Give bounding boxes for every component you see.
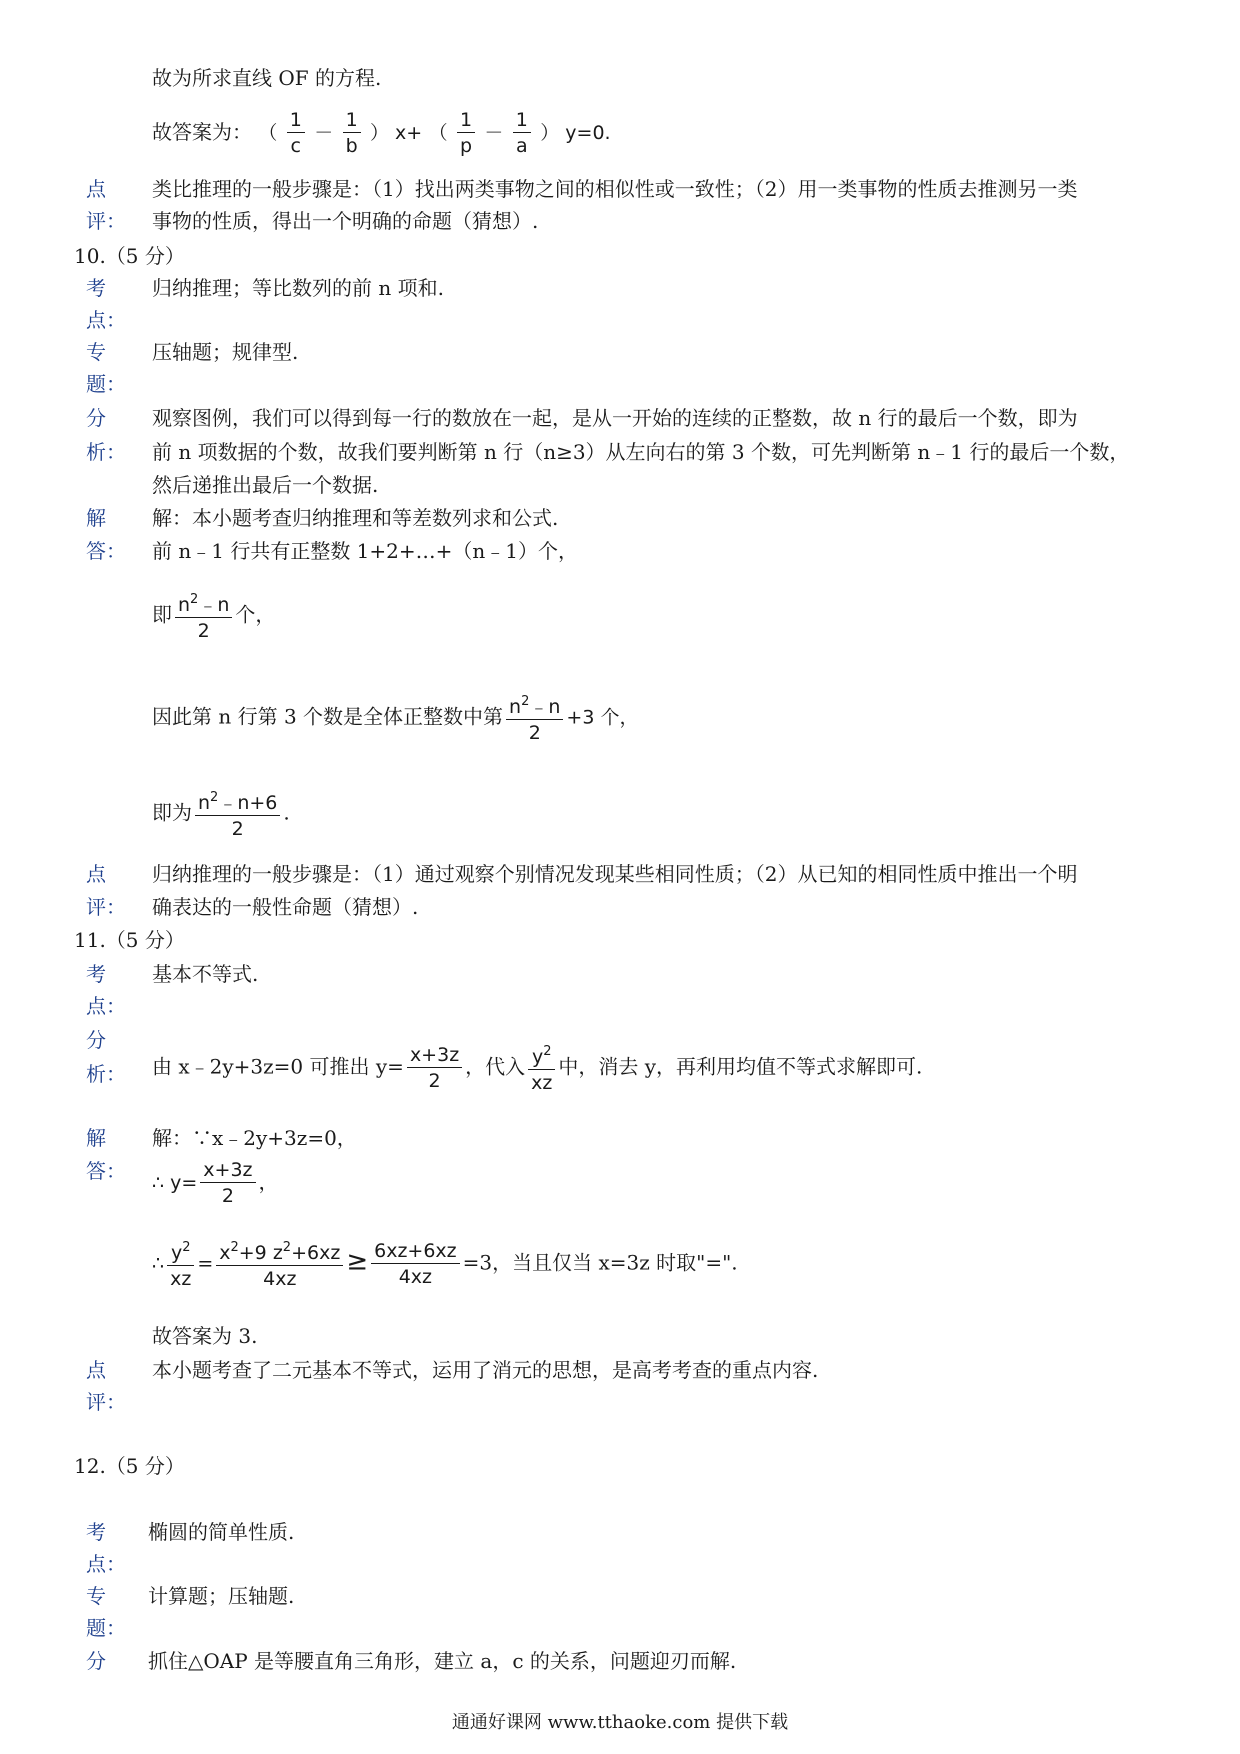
exponent: 2	[190, 592, 199, 607]
exponent: 2	[282, 1240, 292, 1255]
text: ，	[258, 1170, 279, 1194]
numerator	[175, 588, 232, 618]
exponent: 2	[521, 694, 530, 709]
page-footer: 通通好课网 www.tthaoke.com 提供下载	[451, 1712, 789, 1733]
q10-fenxi-line-3: 然后递推出最后一个数据.	[152, 473, 379, 497]
zhuanti-label-1: 专	[86, 340, 106, 364]
numerator: 1	[343, 108, 361, 133]
fraction	[513, 108, 531, 159]
fraction	[407, 1043, 462, 1094]
text: 中，消去 y，再利用均值不等式求解即可.	[558, 1054, 923, 1079]
numerator: 6xz+6xz	[371, 1239, 460, 1264]
expr-part: ） x+	[370, 122, 423, 144]
q10-yinci-line	[152, 690, 638, 746]
term: x	[219, 1242, 231, 1264]
rest: ﹣n	[529, 696, 561, 718]
q9-answer-line	[152, 108, 611, 159]
fraction	[371, 1239, 460, 1290]
text: ，代入	[465, 1054, 526, 1079]
fraction	[528, 1040, 555, 1096]
base: n	[509, 696, 522, 718]
exponent: 2	[182, 1240, 191, 1255]
q10-dianping-line-1: 归纳推理的一般步骤是：（1）通过观察个别情况发现某些相同性质；（2）从已知的相同性质中推出一个明	[152, 862, 1078, 886]
numerator: 1	[457, 108, 475, 133]
rest: ﹣n	[198, 594, 230, 616]
jieda-label-2: 答：	[86, 539, 126, 563]
fenxi-label-1: 分	[86, 406, 106, 430]
q11-jieda-line-4: 故答案为 3.	[152, 1324, 258, 1348]
exponent: 2	[543, 1044, 552, 1059]
kaodian-label-2: 点：	[86, 994, 126, 1018]
q11-kaodian-text: 基本不等式.	[152, 962, 259, 986]
text: 由 x﹣2y+3z=0 可推出 y=	[152, 1054, 404, 1079]
text: ∴ y=	[152, 1172, 198, 1194]
base: y	[532, 1046, 544, 1068]
q10-jiwei-line	[152, 786, 290, 842]
term: +6xz	[291, 1242, 341, 1264]
text: +3 个，	[566, 706, 639, 729]
denominator: 2	[428, 1069, 441, 1092]
text: 因此第 n 行第 3 个数是全体正整数中第	[152, 704, 504, 729]
fenxi-label-1: 分	[86, 1028, 106, 1052]
q9-review-line-1: 类比推理的一般步骤是：（1）找出两类事物之间的相似性或一致性；（2）用一类事物的性质去推测另一类	[152, 177, 1078, 201]
equals-sign: =	[197, 1252, 214, 1275]
q10-fenxi-line-1: 观察图例，我们可以得到每一行的数放在一起，是从一开始的连续的正整数，故 n 行的最后一个数，即为	[152, 406, 1078, 430]
denominator: b	[345, 135, 358, 157]
text: 个，	[235, 602, 276, 627]
fraction	[343, 108, 361, 159]
denominator: 2	[528, 722, 541, 744]
numerator	[506, 690, 563, 720]
minus-sign: －	[484, 122, 504, 144]
kaodian-label-2: 点：	[86, 1552, 126, 1576]
geq-sign: ≥	[346, 1246, 369, 1277]
text: 即为	[152, 800, 192, 825]
numerator: 1	[513, 108, 531, 133]
denominator: xz	[170, 1268, 192, 1290]
text: 即	[152, 602, 172, 627]
text: .	[283, 800, 290, 825]
therefore-symbol: ∴	[152, 1252, 165, 1275]
fenxi-label-2: 析：	[86, 440, 126, 464]
q9-conclusion: 故为所求直线 OF 的方程.	[152, 66, 382, 90]
numerator: x+3z	[407, 1043, 462, 1068]
q11-dianping-text: 本小题考查了二元基本不等式，运用了消元的思想，是高考考查的重点内容.	[152, 1358, 819, 1382]
denominator: 2	[221, 1185, 234, 1207]
answer-prefix: 故答案为：	[152, 120, 252, 144]
base: y	[170, 1242, 183, 1264]
q9-review-line-2: 事物的性质，得出一个明确的命题（猜想）.	[152, 209, 539, 233]
q10-kaodian-text: 归纳推理；等比数列的前 n 项和.	[152, 276, 444, 300]
fraction	[175, 588, 232, 644]
q12-kaodian-text: 椭圆的简单性质.	[148, 1520, 295, 1544]
kaodian-label-1: 考	[86, 276, 106, 300]
expr-part: ） y=0.	[540, 122, 611, 144]
q11-jieda-line-1: 解：∵x﹣2y+3z=0，	[152, 1126, 357, 1150]
dianping-label-2: 评：	[86, 895, 126, 919]
denominator: xz	[531, 1072, 553, 1094]
q12-header: 12.（5 分）	[74, 1454, 185, 1478]
numerator	[216, 1236, 343, 1266]
q11-jieda-line-3	[152, 1236, 738, 1292]
denominator: p	[459, 135, 473, 157]
paren: （	[428, 122, 448, 144]
review-label-1: 点	[86, 177, 106, 201]
q10-header: 10.（5 分）	[74, 244, 185, 268]
denominator: c	[290, 135, 301, 157]
fraction	[216, 1236, 343, 1292]
fraction	[195, 786, 280, 842]
q10-zhuanti-text: 压轴题；规律型.	[152, 340, 299, 364]
exponent: 2	[210, 790, 219, 805]
q10-jieda-line-1: 解：本小题考查归纳推理和等差数列求和公式.	[152, 506, 559, 530]
rest: ﹣n+6	[218, 792, 278, 814]
zhuanti-label-2: 题：	[86, 1616, 126, 1640]
denominator: 4xz	[263, 1268, 297, 1290]
kaodian-label-1: 考	[86, 1520, 106, 1544]
term: +9 z	[238, 1242, 283, 1264]
jieda-label-1: 解	[86, 506, 106, 530]
q11-header: 11.（5 分）	[74, 928, 185, 952]
dianping-label-2: 评：	[86, 1390, 126, 1414]
numerator: 1	[287, 108, 305, 133]
q10-jieda-line-2: 前 n﹣1 行共有正整数 1+2+…+（n﹣1）个，	[152, 539, 579, 563]
dianping-label-1: 点	[86, 862, 106, 886]
fenxi-label-2: 析：	[86, 1062, 126, 1086]
denominator: 2	[197, 620, 210, 642]
q10-ji-line	[152, 588, 275, 644]
jieda-label-1: 解	[86, 1126, 106, 1150]
fraction	[167, 1236, 194, 1292]
paren: （	[258, 122, 278, 144]
zhuanti-label-1: 专	[86, 1584, 106, 1608]
q10-dianping-line-2: 确表达的一般性命题（猜想）.	[152, 895, 419, 919]
kaodian-label-2: 点：	[86, 308, 126, 332]
numerator: x+3z	[200, 1158, 255, 1183]
numerator	[195, 786, 280, 816]
numerator	[528, 1040, 555, 1070]
q10-fenxi-line-2: 前 n 项数据的个数，故我们要判断第 n 行（n≥3）从左向右的第 3 个数，可先判断第 n﹣1 行的最后一个数，	[152, 440, 1130, 464]
q11-fenxi-line	[152, 1040, 922, 1096]
q11-jieda-line-2	[152, 1158, 279, 1209]
base: n	[178, 594, 191, 616]
kaodian-label-1: 考	[86, 962, 106, 986]
fraction	[506, 690, 563, 746]
fraction	[200, 1158, 255, 1209]
minus-sign: －	[314, 122, 334, 144]
q12-zhuanti-text: 计算题；压轴题.	[148, 1584, 295, 1608]
jieda-label-2: 答：	[86, 1159, 126, 1183]
text: =3，当且仅当 x=3z 时取"=".	[462, 1250, 738, 1275]
q12-fenxi-text: 抓住△OAP 是等腰直角三角形，建立 a，c 的关系，问题迎刃而解.	[148, 1649, 737, 1673]
fraction	[287, 108, 305, 159]
exponent: 2	[230, 1240, 239, 1255]
zhuanti-label-2: 题：	[86, 372, 126, 396]
fenxi-label-1: 分	[86, 1649, 106, 1673]
dianping-label-1: 点	[86, 1358, 106, 1382]
denominator: a	[516, 135, 528, 157]
numerator	[167, 1236, 194, 1266]
base: n	[198, 792, 211, 814]
fraction	[457, 108, 475, 159]
review-label-2: 评：	[86, 209, 126, 233]
denominator: 2	[231, 818, 244, 840]
denominator: 4xz	[398, 1265, 433, 1288]
